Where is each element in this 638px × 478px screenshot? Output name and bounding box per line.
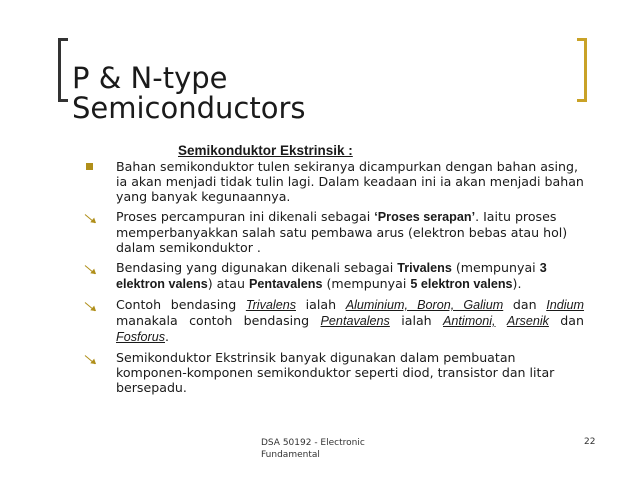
bullet-text-segment: manakala contoh bendasing bbox=[116, 313, 321, 328]
bullet-italic-term: Antimoni, bbox=[443, 314, 496, 328]
left-bracket-decoration bbox=[58, 38, 68, 102]
bullet-bold-term: Pentavalens bbox=[248, 277, 323, 291]
bullet-item bbox=[84, 159, 584, 204]
arrow-bullet-icon bbox=[85, 265, 96, 274]
footer-course: DSA 50192 - Electronic Fundamental bbox=[261, 438, 365, 460]
title-line-2: Semiconductors bbox=[72, 91, 306, 125]
bullet-text-segment: Proses percampuran ini dikenali sebagai bbox=[116, 209, 375, 224]
bullet-text-segment: Bendasing yang digunakan dikenali sebagai bbox=[116, 260, 398, 275]
bullet-italic-term: Pentavalens bbox=[320, 314, 390, 328]
bullet-italic-term: Aluminium, Boron, Galium bbox=[345, 298, 504, 312]
bullet-text-segment: (mempunyai bbox=[322, 276, 411, 291]
slide-title bbox=[72, 63, 306, 123]
bullet-text-segment: ialah bbox=[389, 313, 444, 328]
bullet-text: Semikonduktor Ekstrinsik banyak digunakan dalam pembuatan komponen-komponen semikonduktor seperti diod, transistor dan litar bersepadu. bbox=[116, 350, 555, 395]
bullet-list bbox=[84, 159, 584, 400]
bullet-bold-term: 3 elektron valens bbox=[116, 261, 547, 291]
right-bracket-decoration bbox=[577, 38, 587, 102]
bullet-bold-term: 5 elektron valens bbox=[410, 277, 513, 291]
bullet-italic-term: Arsenik bbox=[506, 314, 549, 328]
arrow-bullet-icon bbox=[85, 355, 96, 364]
bullet-italic-term: Trivalens bbox=[245, 298, 296, 312]
arrow-bullet-icon bbox=[85, 302, 96, 311]
bullet-item bbox=[84, 209, 584, 255]
square-bullet-icon bbox=[86, 163, 93, 170]
bullet-text-segment: ) atau bbox=[207, 276, 249, 291]
bullet-italic-term: Fosforus bbox=[116, 330, 165, 344]
bullet-text-segment: . Iaitu proses memperbanyakkan salah satu pembawa arus (elektron bebas atau hol) dalam semikonduktor . bbox=[116, 209, 568, 255]
title-line-1: P & N-type bbox=[72, 61, 228, 95]
arrow-bullet-icon bbox=[85, 214, 96, 223]
bullet-text-segment: (mempunyai bbox=[451, 260, 540, 275]
bullet-text-segment: . bbox=[165, 329, 170, 344]
bullet-item bbox=[84, 350, 584, 395]
bullet-text-segment: ). bbox=[512, 276, 522, 291]
bullet-item bbox=[84, 260, 584, 292]
bullet-text-segment: dan bbox=[503, 297, 547, 312]
bullet-italic-term: Indium bbox=[546, 298, 585, 312]
footer-page-number: 22 bbox=[584, 437, 596, 447]
bullet-text: Bahan semikonduktor tulen sekiranya dicampurkan dengan bahan asing, ia akan menjadi tidak tulin lagi. Dalam keadaan ini ia akan menjadi bahan yang banyak kegunaannya. bbox=[116, 159, 584, 204]
bullet-text-segment: ialah bbox=[296, 297, 346, 312]
bullet-text-segment: dan bbox=[548, 313, 584, 328]
bullet-bold-term: ‘Proses serapan’ bbox=[374, 210, 476, 224]
slide-subtitle: Semikonduktor Ekstrinsik : bbox=[178, 143, 353, 158]
bullet-bold-term: Trivalens bbox=[397, 261, 452, 275]
bullet-text-segment bbox=[496, 313, 507, 328]
bullet-text-segment: Contoh bendasing bbox=[116, 297, 246, 312]
bullet-item bbox=[84, 297, 584, 345]
